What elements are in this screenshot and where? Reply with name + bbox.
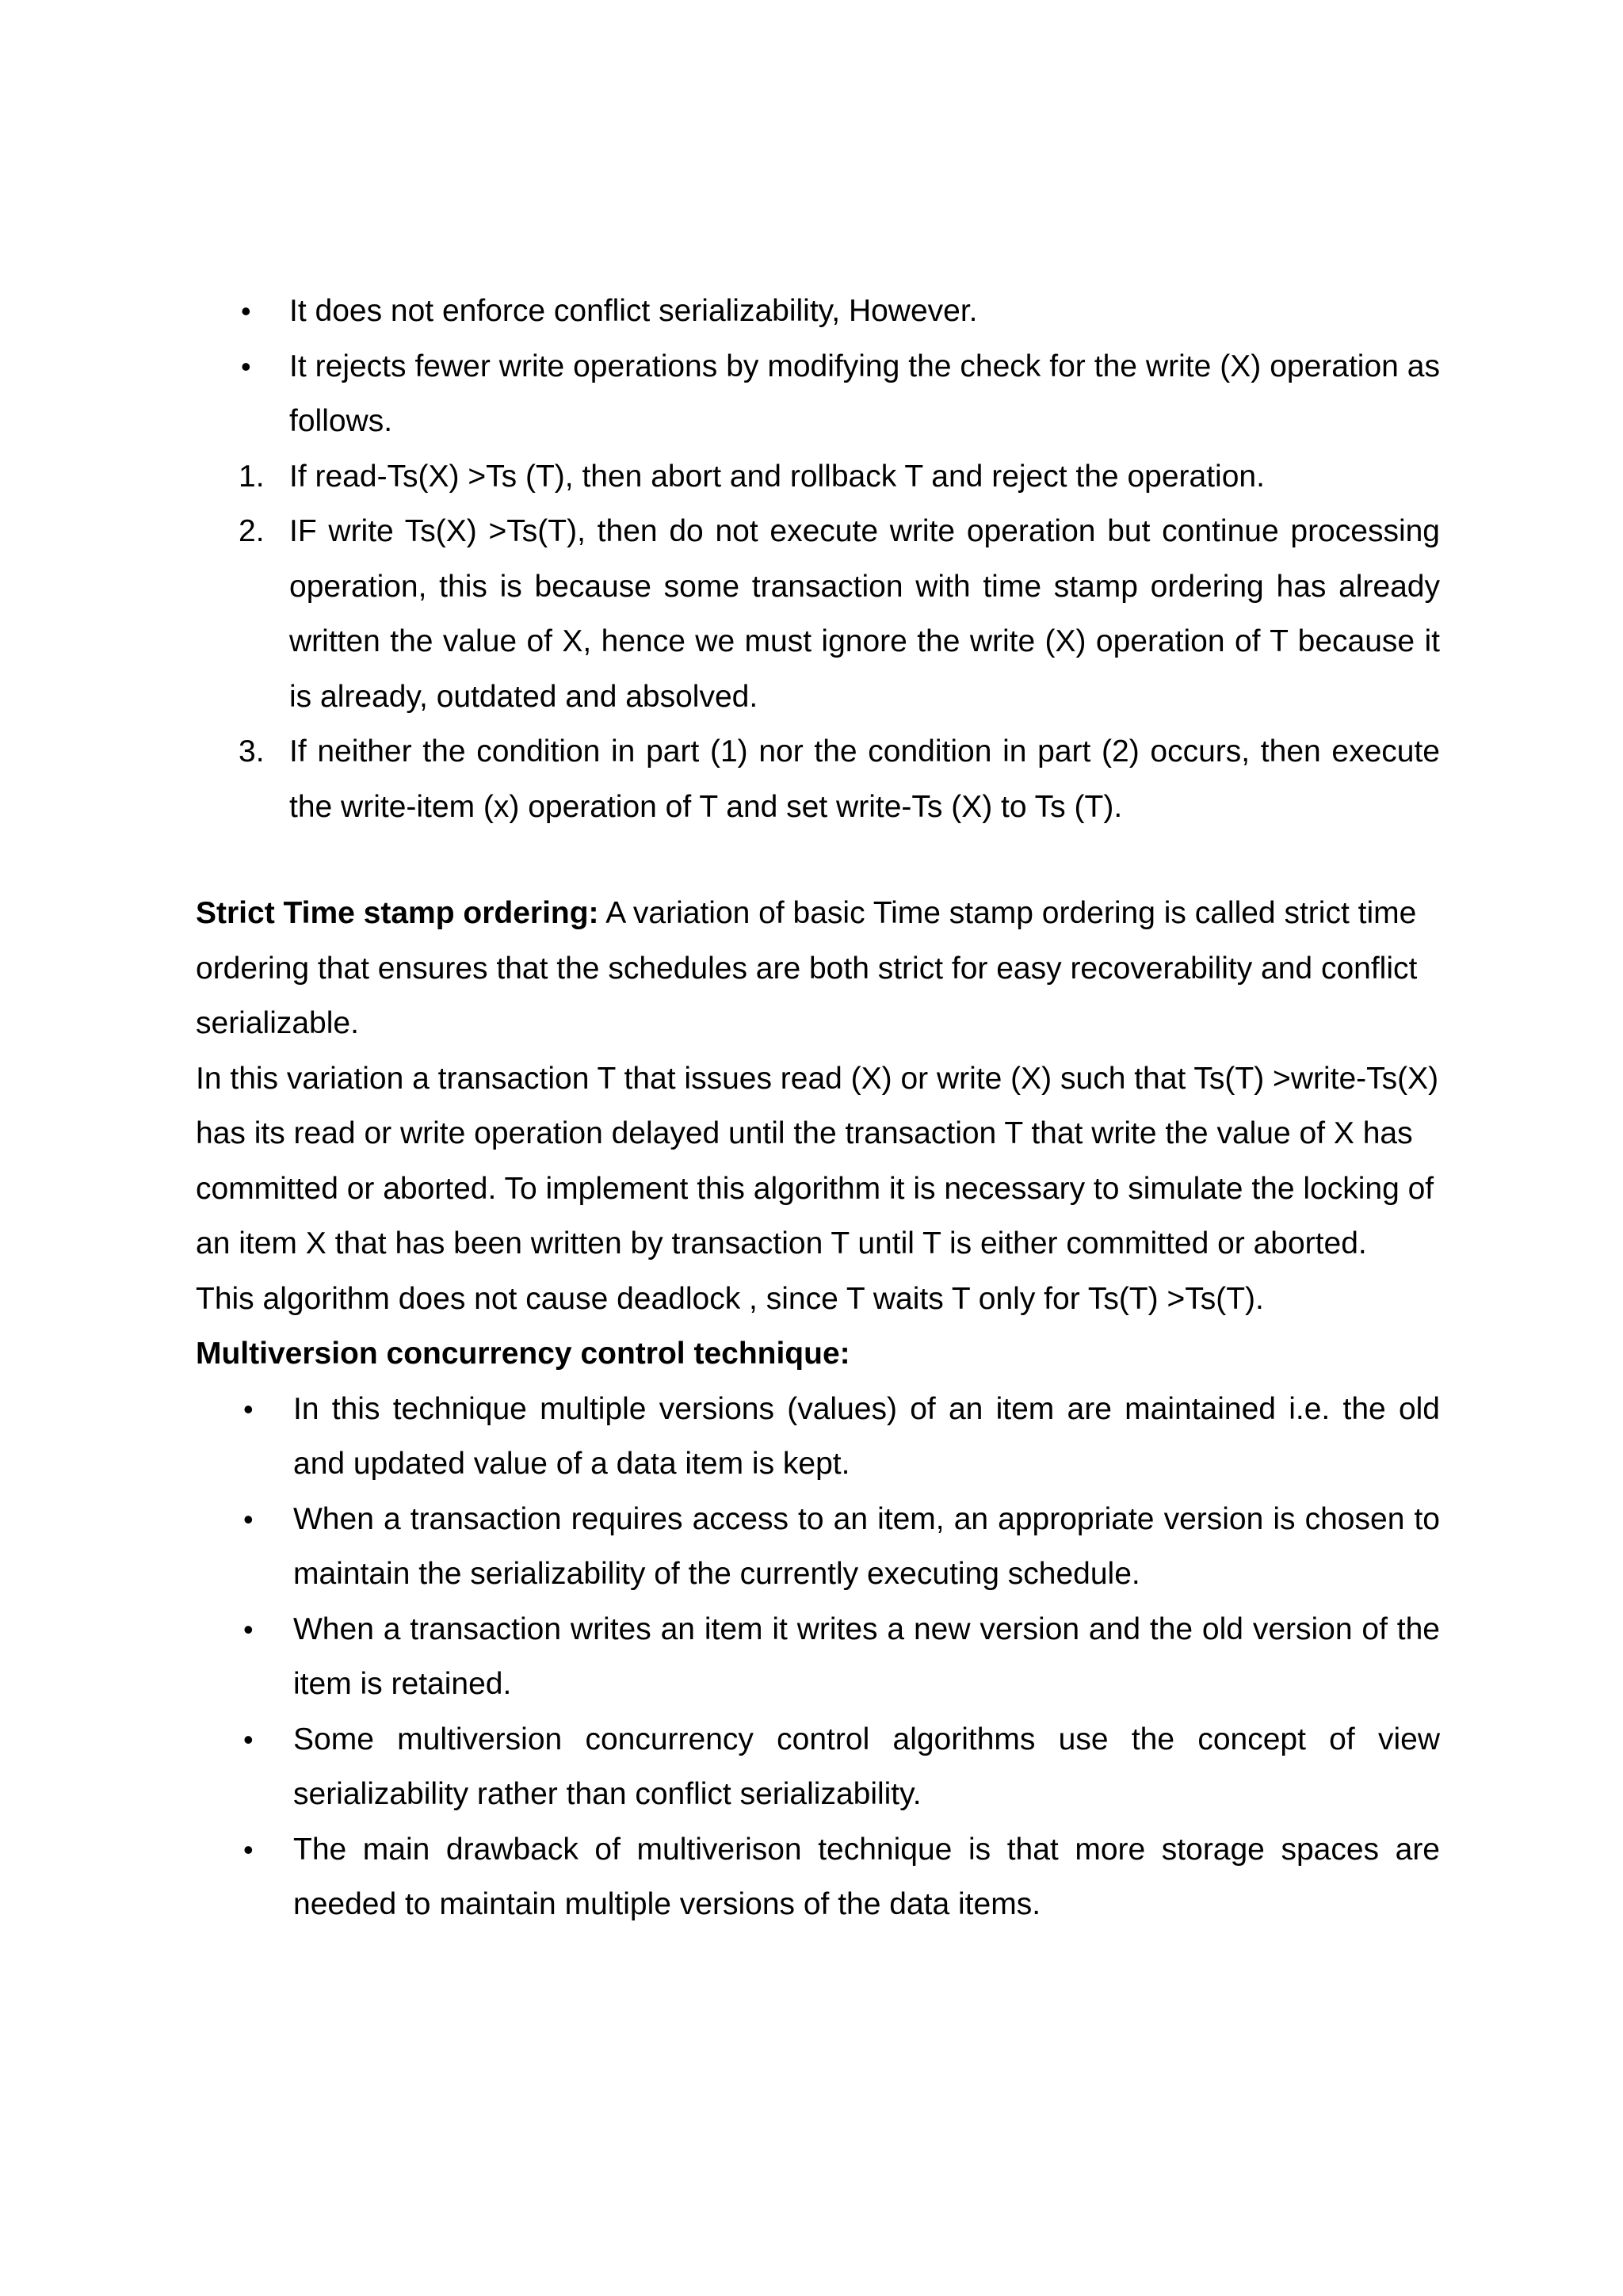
page-content <box>196 284 1440 1932</box>
list-item <box>196 1712 1440 1822</box>
strict-ordering-heading: Strict Time stamp ordering: <box>196 896 599 930</box>
list-item-text: The main drawback of multiverison technique is that more storage spaces are needed to maintain multiple versions of the data items. <box>293 1832 1440 1921</box>
strict-ordering-intro: A variation of basic Time stamp ordering is called strict time ordering that ensures that the schedules are both strict for easy recoverability and conflict serializable. <box>196 896 1418 1040</box>
strict-ordering-paragraph <box>196 886 1440 1051</box>
deadlock-note: This algorithm does not cause deadlock , since T waits T only for Ts(T) >Ts(T). <box>196 1281 1264 1316</box>
strict-ordering-detail: In this variation a transaction T that issues read (X) or write (X) such that Ts(T) >write-Ts(X) has its read or write operation delayed until the transaction T that write the value of X has committed or aborted. To implement this algorithm it is necessary to simulate the locking of an item X that has been written by transaction T until T is either committed or aborted. <box>196 1061 1439 1261</box>
list-item <box>196 1822 1440 1932</box>
numbered-item-text: IF write Ts(X) >Ts(T), then do not execute write operation but continue processing operation, this is because some transaction with time stamp ordering has already written the value of X, hence we must ignore the write (X) operation of T because it is already, outdated and absolved. <box>289 514 1440 714</box>
section-spacer <box>196 834 1440 886</box>
bullet-icon: • <box>243 1502 254 1535</box>
list-item-text: When a transaction requires access to an item, an appropriate version is chosen to maintain the serializability of the currently executing schedule. <box>293 1501 1440 1591</box>
list-item <box>196 284 1440 339</box>
numbered-item <box>196 724 1440 834</box>
list-item-text: Some multiversion concurrency control algorithms use the concept of view serializability rather than conflict serializability. <box>293 1722 1440 1811</box>
numbered-item-text: If read-Ts(X) >Ts (T), then abort and rollback T and reject the operation. <box>289 459 1265 494</box>
bullet-icon: • <box>241 349 251 383</box>
list-item <box>196 1382 1440 1492</box>
numbered-item-text: If neither the condition in part (1) nor the condition in part (2) occurs, then execute the write-item (x) operation of T and set write-Ts (X) to Ts (T). <box>289 734 1440 824</box>
item-number: 3. <box>239 734 265 769</box>
multiversion-bullet-list <box>196 1382 1440 1932</box>
list-item-text: When a transaction writes an item it writes a new version and the old version of the item is retained. <box>293 1611 1440 1701</box>
bullet-icon: • <box>243 1392 254 1425</box>
timestamp-bullet-list <box>196 284 1440 449</box>
bullet-icon: • <box>243 1833 254 1866</box>
bullet-icon: • <box>243 1722 254 1756</box>
write-rule-numbered-list <box>196 449 1440 835</box>
multiversion-heading: Multiversion concurrency control technique: <box>196 1337 850 1371</box>
list-item-text: It does not enforce conflict serializability, However. <box>289 294 978 328</box>
item-number: 1. <box>239 459 265 494</box>
bullet-icon: • <box>241 295 251 327</box>
bullet-icon: • <box>243 1612 254 1646</box>
list-item-text: In this technique multiple versions (values) of an item are maintained i.e. the old and updated value of a data item is kept. <box>293 1391 1440 1481</box>
list-item <box>196 1492 1440 1602</box>
list-item <box>196 1602 1440 1712</box>
list-item-text: It rejects fewer write operations by modifying the check for the write (X) operation as follows. <box>289 349 1440 438</box>
list-item <box>196 339 1440 449</box>
item-number: 2. <box>239 514 265 548</box>
numbered-item <box>196 449 1440 505</box>
numbered-item <box>196 504 1440 724</box>
